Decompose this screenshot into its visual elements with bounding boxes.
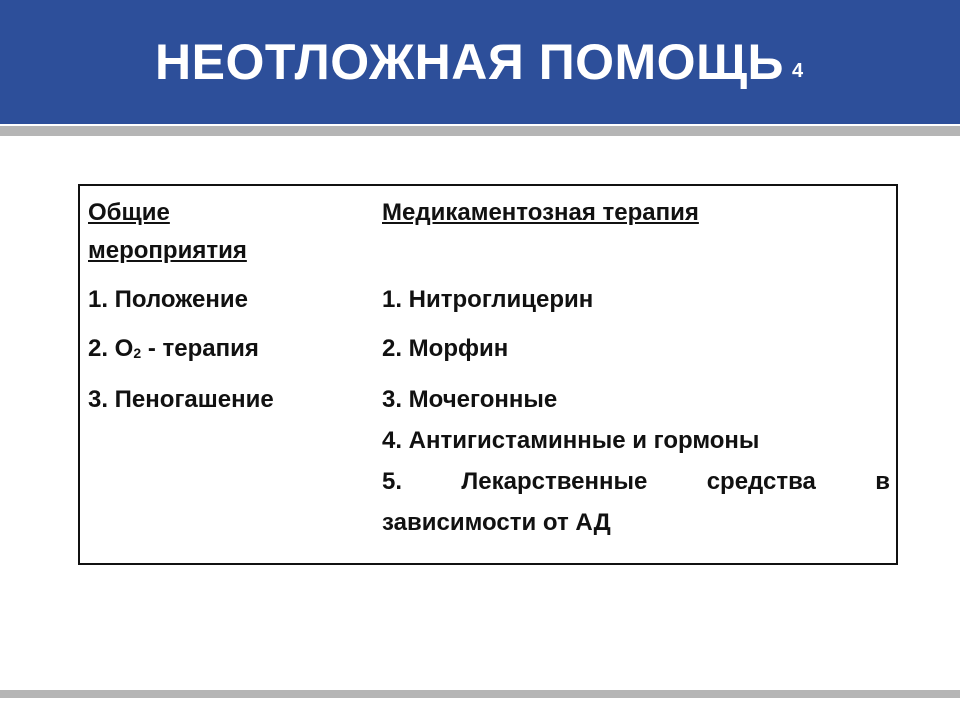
content-table [78,184,898,565]
right-item-2: 2. Морфин [382,335,509,362]
slide-title: НЕОТЛОЖНАЯ ПОМОЩЬ 4 [155,34,804,90]
left-item-2: 2. О2 - терапия [88,335,259,362]
left-header-line1: Общие [88,199,170,226]
right-header: Медикаментозная терапия [382,199,699,226]
right-item-4: 4. Антигистаминные и гормоны [382,427,760,454]
slide-number: 4 [791,60,804,82]
bottom-divider [0,690,960,698]
right-item-5: 5. Лекарственные средства в [382,468,890,495]
right-item-1: 1. Нитроглицерин [382,286,594,313]
left-item-3: 3. Пеногашение [88,386,274,413]
top-divider [0,126,960,136]
right-item-3: 3. Мочегонные [382,386,558,413]
left-item-1: 1. Положение [88,286,248,313]
right-item-5-continued: зависимости от АД [382,509,611,536]
left-header-line2: мероприятия [88,237,247,264]
